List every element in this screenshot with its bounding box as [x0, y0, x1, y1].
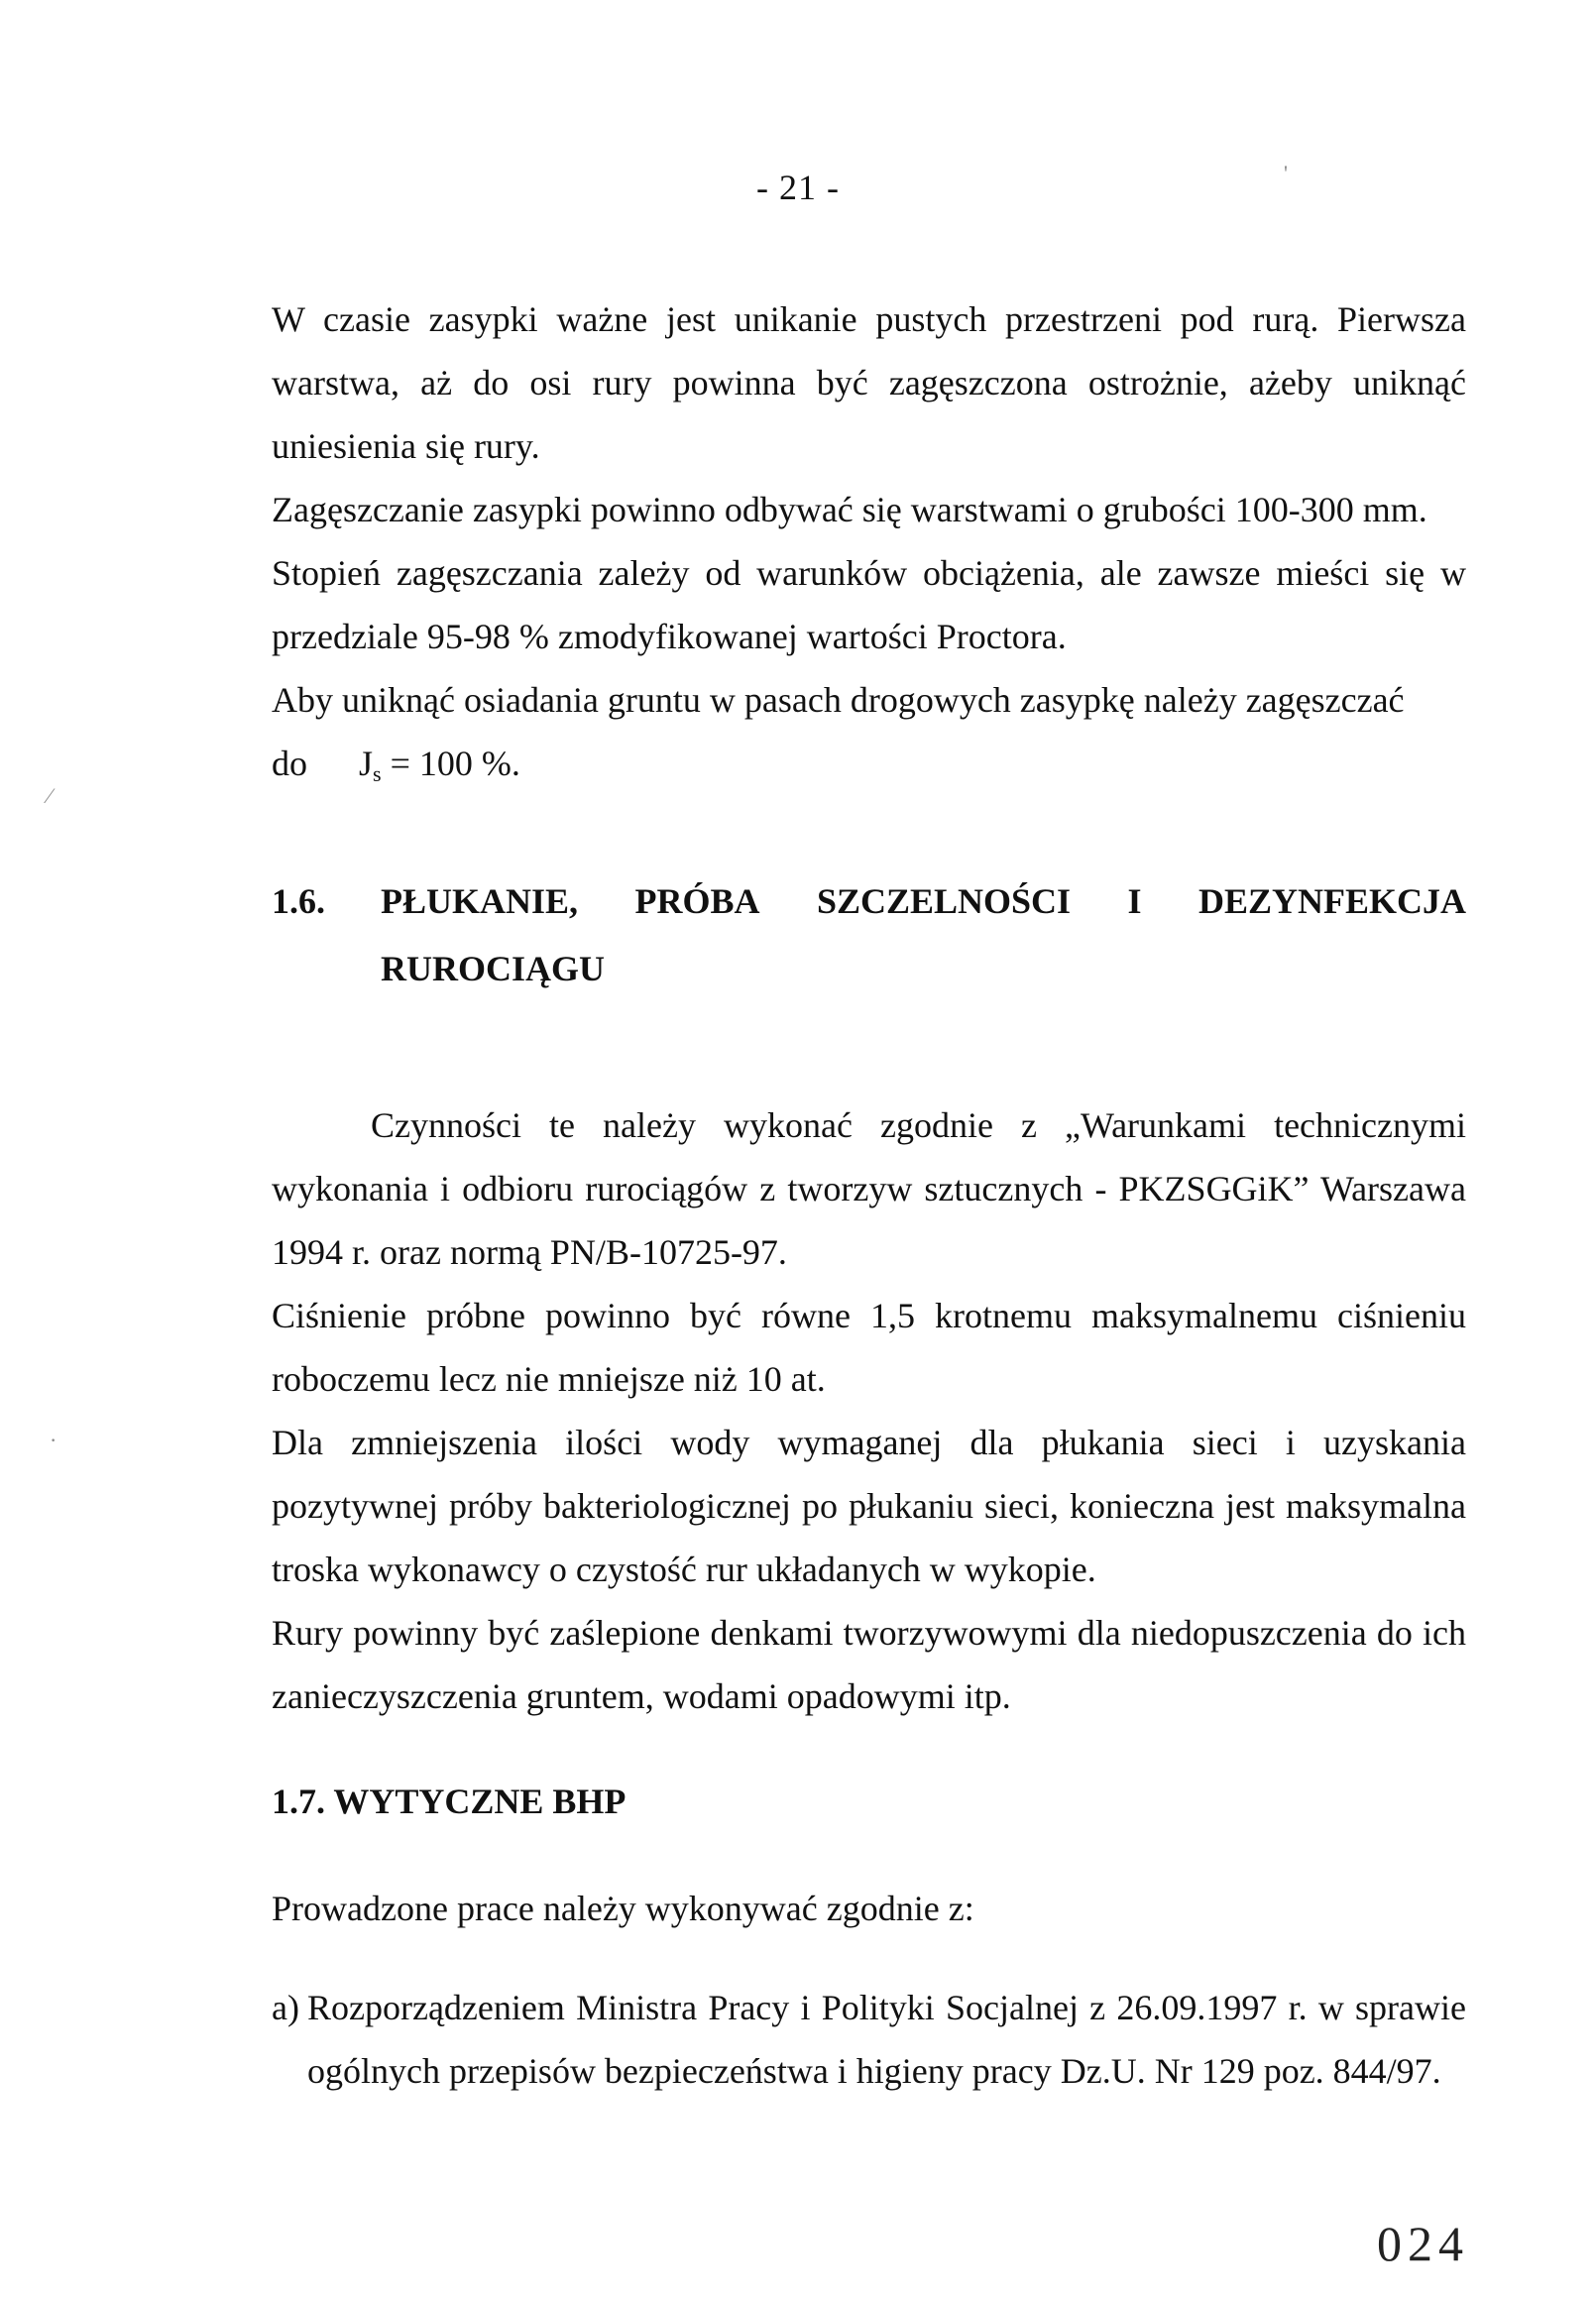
paragraph-bhp-intro: Prowadzone prace należy wykonywać zgodnie z:: [272, 1889, 974, 1928]
paragraph-backfill-voids: W czasie zasypki ważne jest unikanie pustych przestrzeni pod rurą. Pierwsza warstwa, aż do osi rury powinna być zagęszczona ostrożnie, ażeby uniknąć uniesienia się rury.: [272, 299, 1466, 466]
paragraph-test-pressure: Ciśnienie próbne powinno być równe 1,5 krotnemu maksymalnemu ciśnieniu roboczemu lecz nie mniejsze niż 10 at.: [272, 1296, 1466, 1399]
heading-word: DEZYNFEKCJA: [1197, 881, 1466, 921]
section-number-1-6: 1.6.: [272, 881, 325, 921]
heading-word: PRÓBA: [634, 881, 760, 921]
paragraph-compaction-layers: Zagęszczanie zasypki powinno odbywać się warstwami o grubości 100-300 mm.: [272, 490, 1427, 529]
list-marker: a): [272, 1988, 299, 2027]
archive-stamp-number: 024: [1377, 2216, 1469, 2271]
list-item-text: Rozporządzeniem Ministra Pracy i Polityki Socjalnej z 26.09.1997 r. w sprawie ogólnych przepisów bezpieczeństwa i higieny pracy Dz.U. Nr 129 poz. 844/97.: [307, 1988, 1466, 2091]
paragraph-compaction-degree: Stopień zagęszczania zależy od warunków obciążenia, ale zawsze mieści się w przedziale 95-98 % zmodyfikowanej wartości Proctora.: [272, 553, 1466, 656]
paragraph-pipe-caps: Rury powinny być zaślepione denkami tworzywowymi dla niedopuszczenia do ich zanieczyszczenia gruntem, wodami opadowymi itp.: [272, 1613, 1466, 1716]
heading-word: SZCZELNOŚCI: [816, 881, 1072, 921]
formula-value: = 100 %.: [390, 744, 520, 783]
page-number: - 21 -: [756, 168, 840, 207]
list-item: [272, 1976, 1466, 2103]
document-body: [272, 287, 1466, 2103]
compaction-formula: [272, 732, 1466, 806]
heading-word: I: [1127, 881, 1142, 921]
paragraph-flushing: Dla zmniejszenia ilości wody wymaganej dla płukania sieci i uzyskania pozytywnej próby bakteriologicznej po płukaniu sieci, konieczna jest maksymalna troska wykonawcy o czystość rur układanych w wykopie.: [272, 1423, 1466, 1589]
formula-symbol: J: [359, 744, 374, 783]
formula-subscript: s: [373, 761, 382, 786]
scan-mark: ·: [50, 1428, 57, 1452]
heading-line-2: RUROCIĄGU: [381, 949, 606, 988]
paragraph-road-settlement: Aby uniknąć osiadania gruntu w pasach drogowych zasypkę należy zagęszczać: [272, 680, 1405, 720]
heading-word: PŁUKANIE,: [381, 881, 579, 921]
paragraph-technical-conditions: Czynności te należy wykonać zgodnie z „Warunkami technicznymi wykonania i odbioru rurociągów z tworzyw sztucznych - PKZSGGiK” Warszawa 1994 r. oraz normą PN/B-10725-97.: [272, 1105, 1466, 1272]
scan-mark: ⁄: [48, 783, 52, 808]
formula-prefix: do: [272, 744, 307, 783]
section-heading-1-6: [272, 867, 1466, 1002]
scan-mark: ': [1284, 161, 1288, 185]
section-title-1-6: [381, 867, 1466, 1002]
section-heading-1-7: 1.7. WYTYCZNE BHP: [272, 1782, 627, 1821]
